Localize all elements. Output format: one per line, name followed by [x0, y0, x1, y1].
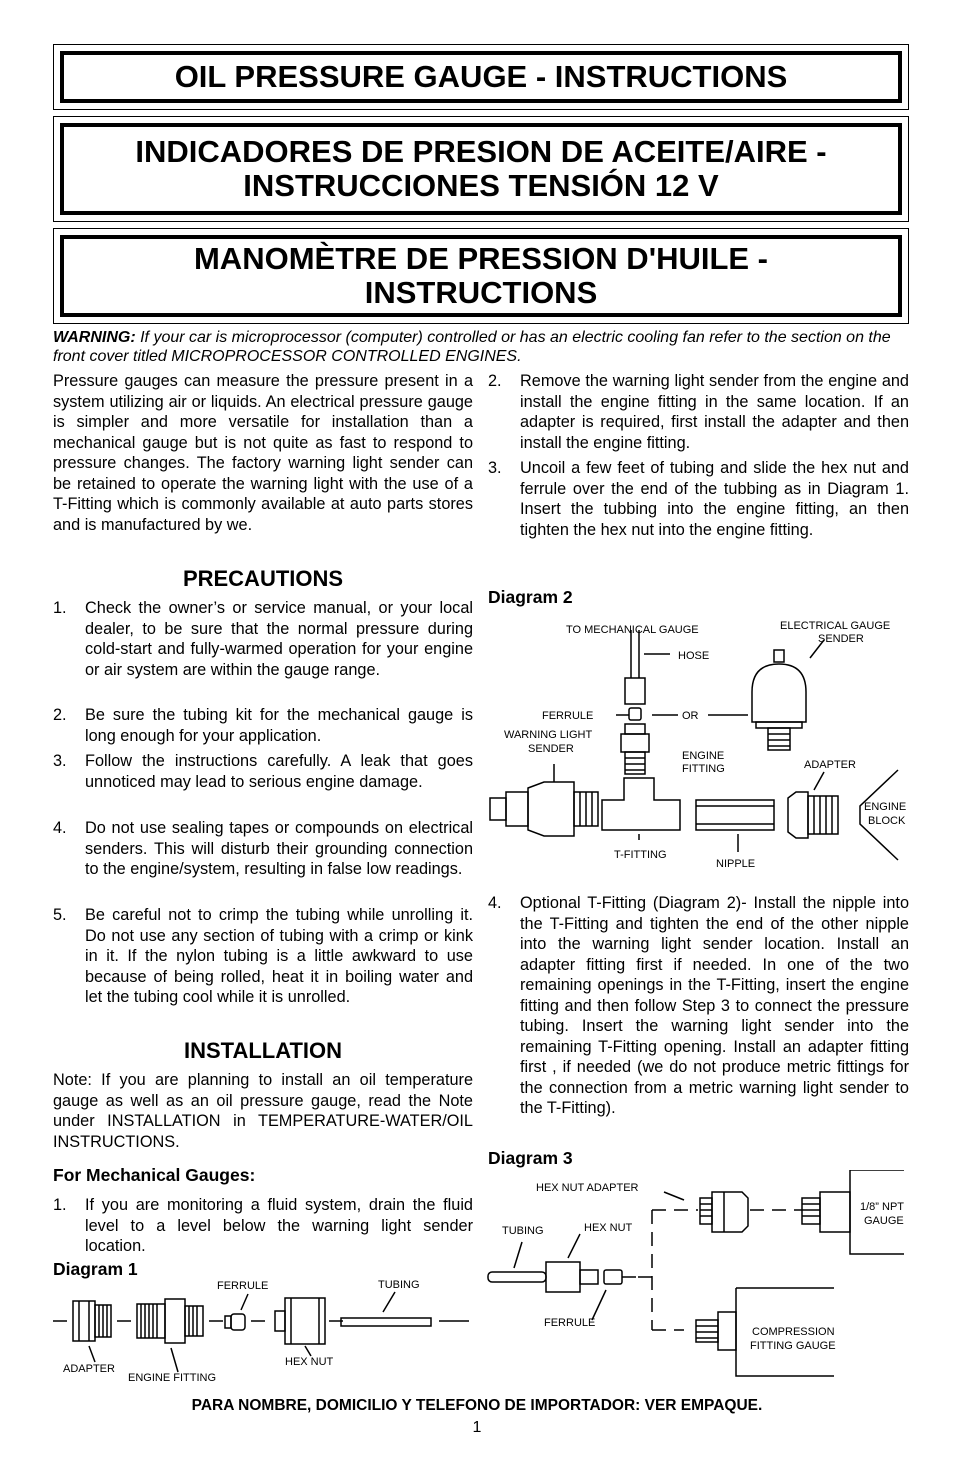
d3-label-tubing: TUBING	[502, 1225, 544, 1237]
hose-part	[625, 630, 670, 704]
d1-label-adapter: ADAPTER	[63, 1363, 115, 1375]
d3-label-hex-nut-adapter: HEX NUT ADAPTER	[536, 1182, 639, 1194]
list-number: 3.	[53, 752, 67, 770]
install-step	[488, 458, 909, 540]
list-text: Be careful not to crimp the tubing while unrolling it. Do not use any section of tubing with a crimp or kink in it. If the nylon tubing is a little awkward to use because of being rolled, heat it in boiling water and let the tubing cool while it is unrolled.	[85, 906, 473, 1006]
importer-footer: PARA NOMBRE, DOMICILIO Y TELEFONO DE IMPORTADOR: VER EMPAQUE.	[191, 1397, 763, 1414]
nipple-part	[696, 800, 774, 852]
d2-label-to-mechanical-gauge: TO MECHANICAL GAUGE	[566, 624, 699, 636]
warning-label: WARNING:	[53, 329, 136, 346]
mechanical-gauges-heading: For Mechanical Gauges:	[53, 1165, 256, 1185]
t-fitting-part	[602, 778, 680, 840]
d1-label-tubing: TUBING	[378, 1279, 420, 1291]
list-text: Do not use sealing tapes or compounds on electrical senders. This will disturb their grounding connection to the engine/system, resulting in false low readings.	[85, 819, 473, 878]
title-box-english	[53, 44, 909, 110]
list-number: 2.	[53, 706, 67, 724]
d2-label-warning-light: WARNING LIGHT	[504, 729, 593, 741]
tubing-part	[341, 1318, 431, 1326]
title-spanish-line2: INSTRUCCIONES TENSIÓN 12 V	[243, 168, 719, 203]
diagram-3	[484, 1170, 910, 1390]
list-number: 1.	[53, 599, 67, 617]
d1-label-engine-fitting: ENGINE FITTING	[128, 1372, 216, 1384]
d2-label-warning-sender: SENDER	[528, 743, 574, 755]
d2-label-fitting: FITTING	[682, 763, 725, 775]
engine-fitting-part	[137, 1299, 203, 1343]
d1-label-hex-nut: HEX NUT	[285, 1356, 334, 1368]
list-number: 5.	[53, 906, 67, 924]
hex-nut-adapter-part	[664, 1192, 748, 1232]
d2-label-hose: HOSE	[678, 650, 710, 662]
precaution-item	[53, 905, 473, 1008]
adapter-part	[788, 772, 838, 838]
d3-label-gauge: GAUGE	[864, 1215, 904, 1227]
install-step	[53, 1195, 473, 1257]
warning-note	[53, 328, 913, 366]
title-english: OIL PRESSURE GAUGE - INSTRUCTIONS	[174, 59, 788, 94]
engine-fitting-part	[621, 724, 649, 774]
intro-paragraph: Pressure gauges can measure the pressure present in a system utilizing air or liquids. An electrical pressure gauge is simpler and more versatile for installation than a mechanical gauge but is not quite as fast to respond to pressure changes. The factory warning light sender can be retained to operate the warning light with the use of a T-Fitting which is commonly available at auto parts stores and is manufactured by we.	[53, 372, 473, 534]
d2-label-engine-block-1: ENGINE	[864, 801, 907, 813]
hex-nut-part	[546, 1234, 598, 1292]
list-text: Uncoil a few feet of tubing and slide the hex nut and ferrule over the end of the tubbing as in Diagram 1. Insert the tubbing into the engine fitting, an then tighten the hex nut into the engine fitting.	[520, 459, 909, 539]
list-number: 2.	[488, 372, 502, 390]
adapter-part	[73, 1301, 111, 1341]
d3-label-compression: COMPRESSION	[752, 1326, 835, 1338]
page-number: 1	[472, 1419, 482, 1436]
title-box-spanish	[53, 116, 909, 222]
d3-label-ferrule: FERRULE	[544, 1317, 596, 1329]
diagram-1	[53, 1276, 473, 1388]
precaution-item	[53, 705, 473, 746]
d2-label-or: OR	[682, 710, 699, 722]
warning-light-sender-part	[490, 764, 598, 836]
d2-label-adapter: ADAPTER	[804, 759, 856, 771]
diagram-2	[484, 612, 910, 876]
diagram2-title: Diagram 2	[488, 587, 573, 607]
list-text: Remove the warning light sender from the engine and install the engine fitting in the same location. If an adapter is required, first install the adapter and then install the engine fitting.	[520, 372, 909, 452]
diagram1-title: Diagram 1	[53, 1259, 138, 1279]
precaution-item	[53, 598, 473, 680]
title-french-line1: MANOMÈTRE DE PRESSION D'HUILE -	[193, 241, 768, 276]
title-box-french	[53, 228, 909, 324]
list-text: Optional T-Fitting (Diagram 2)- Install the nipple into the T-Fitting and tighten the end of the other nipple into the warning light sender location. Install an adapter fitting first if needed. In one of the two remaining openings in the T-Fitting, insert the engine fitting and then follow Step 3 to connect the pressure tubing. Insert the warning light sender into the remaining T-Fitting opening. Install an adapter fitting first , if needed (we do not produce metric fittings for the connection from a metric warning light sender to the T-Fitting).	[520, 894, 909, 1117]
list-number: 1.	[53, 1196, 67, 1214]
title-spanish-line1: INDICADORES DE PRESION DE ACEITE/AIRE -	[135, 134, 827, 169]
d2-label-engine-block-2: BLOCK	[868, 815, 906, 827]
precaution-item	[53, 818, 473, 880]
d2-label-t-fitting: T-FITTING	[614, 849, 667, 861]
warning-text: If your car is microprocessor (computer) controlled or has an electric cooling fan refer to the section on the front cover titled MICROPROCESSOR CONTROLLED ENGINES.	[53, 329, 891, 365]
d2-label-engine: ENGINE	[682, 750, 725, 762]
diagram3-title: Diagram 3	[488, 1148, 573, 1168]
d2-label-electrical-gauge: ELECTRICAL GAUGE	[780, 620, 891, 632]
precaution-item	[53, 751, 473, 792]
list-text: Be sure the tubing kit for the mechanical gauge is long enough for your application.	[85, 706, 473, 745]
electrical-sender-part	[752, 640, 824, 750]
install-step	[488, 371, 909, 453]
ferrule-part	[225, 1314, 245, 1330]
d2-label-ferrule: FERRULE	[542, 710, 594, 722]
installation-note: Note: If you are planning to install an oil temperature gauge as well as an oil pressure gauge, read the Note under INSTALLATION in TEMPERATURE-WATER/OIL INSTRUCTIONS.	[53, 1071, 473, 1151]
d1-label-ferrule: FERRULE	[217, 1280, 269, 1292]
d2-label-nipple: NIPPLE	[716, 858, 756, 870]
list-text: Check the owner’s or service manual, or your local dealer, to be sure that the normal pressure during cold-start and fully-warmed operation for your engine or air system are within the gauge range.	[85, 599, 473, 679]
d3-label-hex-nut: HEX NUT	[584, 1222, 633, 1234]
d3-label-fitting-gauge: FITTING GAUGE	[750, 1340, 836, 1352]
hex-nut-part	[275, 1298, 325, 1344]
title-french-line2: INSTRUCTIONS	[364, 275, 598, 310]
list-text: Follow the instructions carefully. A leak that goes unnoticed may lead to serious engine damage.	[85, 752, 473, 791]
d3-label-npt: 1/8” NPT	[860, 1201, 905, 1213]
list-number: 4.	[53, 819, 67, 837]
d2-label-sender: SENDER	[818, 633, 864, 645]
tubing-part	[488, 1242, 546, 1282]
list-number: 3.	[488, 459, 502, 477]
precautions-heading: PRECAUTIONS	[182, 566, 344, 591]
install-step	[488, 893, 909, 1119]
list-text: If you are monitoring a fluid system, drain the fluid level to a level below the warning light sender location.	[85, 1196, 473, 1255]
list-number: 4.	[488, 894, 502, 912]
installation-heading: INSTALLATION	[183, 1038, 343, 1063]
